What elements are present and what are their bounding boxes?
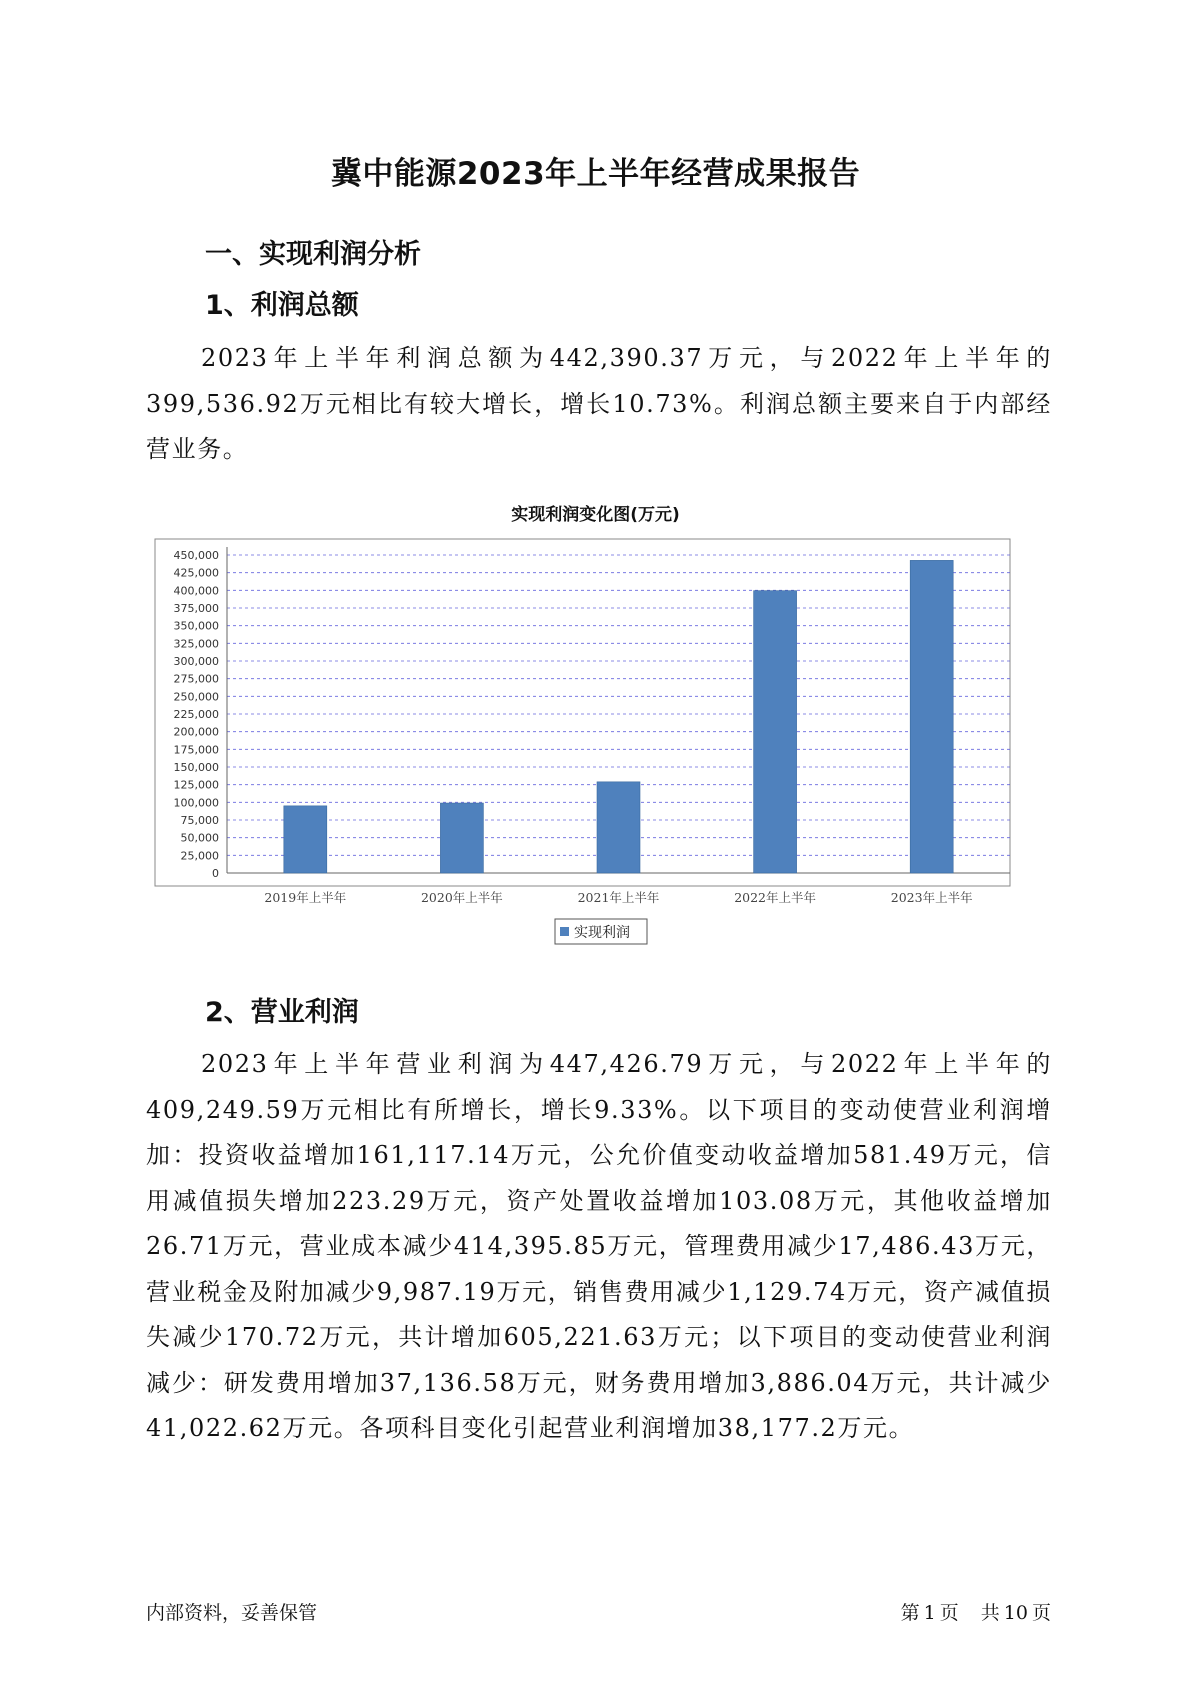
y-tick-label: 25,000: [180, 849, 219, 863]
y-tick-label: 100,000: [173, 796, 219, 810]
subheading-operating-profit: 2、营业利润: [205, 997, 359, 1028]
footer-page-info: [901, 1598, 1055, 1625]
y-tick-label: 375,000: [173, 602, 219, 615]
chart-frame: [155, 539, 1010, 886]
x-tick-label: 2019年上半年: [264, 890, 347, 905]
footer-confidential-note: 内部资料，妥善保管: [146, 1602, 318, 1624]
y-tick-label: 175,000: [173, 743, 219, 757]
x-tick-label: 2023年上半年: [890, 890, 973, 905]
page-prefix: 第: [900, 1602, 920, 1624]
y-tick-label: 0: [212, 867, 219, 880]
total-pages: 10: [1003, 1602, 1028, 1624]
y-tick-label: 200,000: [173, 725, 219, 739]
page-suffix: 页: [939, 1602, 959, 1624]
y-tick-label: 350,000: [173, 619, 219, 633]
y-tick-label: 50,000: [180, 831, 219, 845]
page-number: 1: [923, 1602, 936, 1624]
x-tick-label: 2020年上半年: [420, 890, 503, 905]
y-tick-label: 275,000: [173, 672, 219, 686]
chart-title: 实现利润变化图(万元): [511, 505, 680, 525]
bar: [440, 803, 483, 873]
y-tick-label: 125,000: [173, 778, 219, 792]
total-prefix: 共: [980, 1602, 1000, 1624]
bar: [754, 591, 797, 873]
total-profit-paragraph: 2023年上半年利润总额为442,390.37万元，与2022年上半年的399,536.92万元相比有较大增长，增长10.73%。利润总额主要来自于内部经营业务。: [146, 344, 1052, 463]
y-tick-label: 250,000: [173, 690, 219, 704]
y-tick-label: 225,000: [173, 708, 219, 721]
report-title: 冀中能源2023年上半年经营成果报告: [330, 156, 861, 192]
bar: [284, 806, 327, 873]
operating-profit-paragraph: 2023年上半年营业利润为447,426.79万元，与2022年上半年的409,249.59万元相比有所增长，增长9.33%。以下项目的变动使营业利润增加：投资收益增加161,117.14万元，公允价值变动收益增加581.49万元，信用减值损失增加223.29万元，资产处置收益增加103.08万元，其他收益增加26.71万元，营业成本减少414,395.85万元，管理费用减少17,486.43万元，营业税金及附加减少9,987.19万元，销售费用减少1,129.74万元，资产减值损失减少170.72万元，共计增加605,221.63万元；以下项目的变动使营业利润减少：研发费用增加37,136.58万元，财务费用增加3,886.04万元，共计减少41,022.62万元。各项科目变化引起营业利润增加38,177.2万元。: [146, 1050, 1052, 1442]
y-tick-label: 325,000: [173, 637, 219, 651]
y-tick-label: 450,000: [173, 549, 219, 562]
x-tick-label: 2021年上半年: [577, 890, 660, 905]
legend-swatch: [560, 927, 569, 936]
y-tick-label: 425,000: [173, 566, 219, 580]
y-tick-label: 400,000: [173, 584, 219, 598]
legend-label: 实现利润: [574, 925, 630, 941]
bar: [910, 560, 953, 873]
subheading-total-profit: 1、利润总额: [205, 290, 359, 321]
bar: [597, 782, 640, 873]
x-tick-label: 2022年上半年: [734, 890, 817, 905]
y-tick-label: 75,000: [180, 814, 219, 827]
y-tick-label: 150,000: [173, 761, 219, 774]
total-suffix: 页: [1031, 1602, 1051, 1624]
y-tick-label: 300,000: [173, 655, 219, 668]
section-heading-profit-analysis: 一、实现利润分析: [205, 239, 421, 270]
